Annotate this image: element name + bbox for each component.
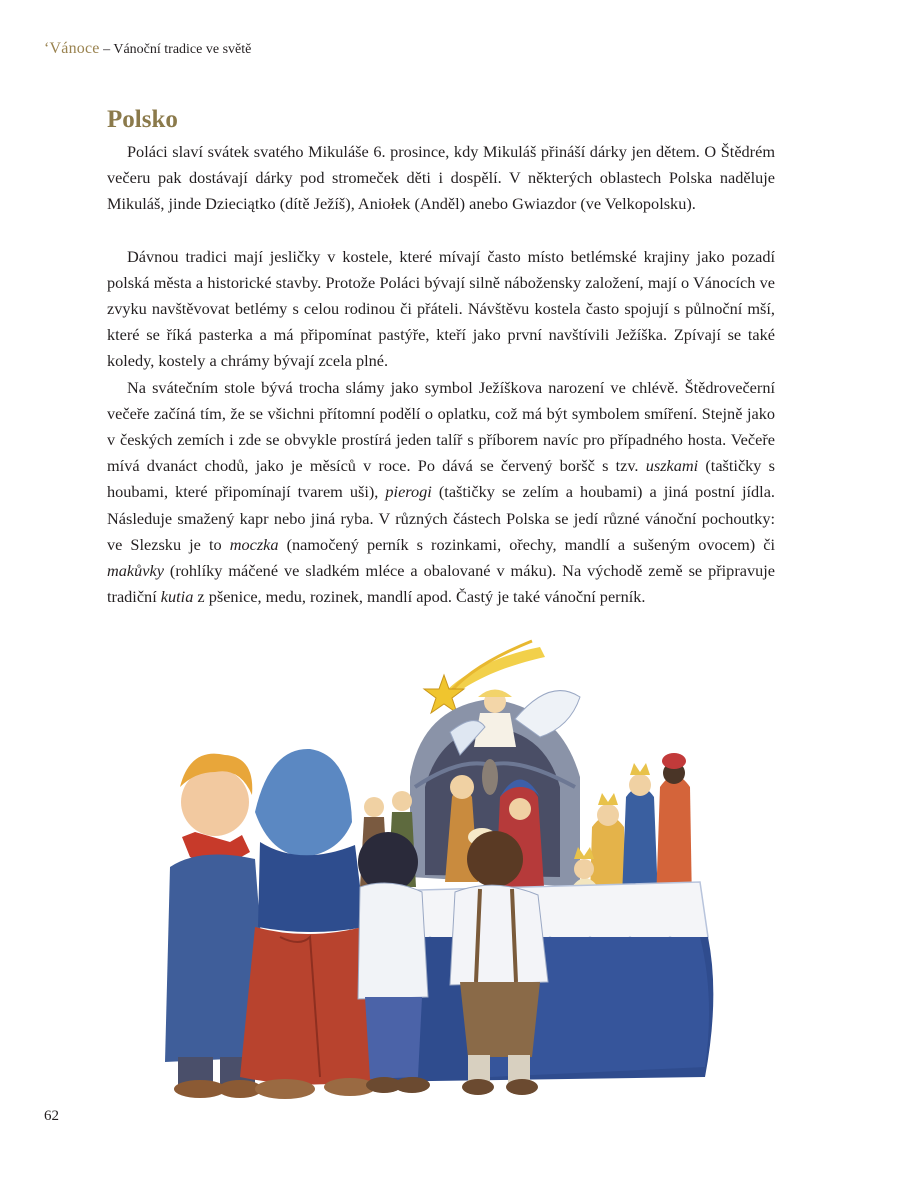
paragraph-christmas-eve [107,375,775,611]
paragraph-nativity: Dávnou tradici mají jesličky v kostele, které mívají často místo betlémské krajiny jako pozadí polská města a historické stavby. Protože Poláci bývají silně nábožensky založení, mají o Vánocích ve zvyku navštěvovat betlémy s celou rodinou či přáteli. Návštěvu kostela často spojují s půlnoční mší, které se říká pasterka a má připomínat pastýře, kteří jako první navštívili Ježíška. Zpívají se také koledy, kostely a chrámy bývají zcela plné. [107,246,775,371]
text-run: Na svátečním stole bývá trocha slámy jako symbol Ježíškova narození ve chlévě. Štědrovečerní večeře začíná tím, že se všichni přítomní podělí o oplatku, což má být symbolem smíření. Stejně jako v českých zemích i zde se obvykle prostírá jeden talíř s příborem navíc pro případného hosta. Večeře mívá dvanáct chodů, jako je měsíců v roce. Po dává se červený boršč s tzv. [107,377,775,476]
body-text [107,139,775,610]
dish-term: makůvky [107,561,164,581]
running-header [44,40,251,58]
text-run: (rohlíky máčené ve sladkém mléce a obalované v máku). Na východě země se připravuje tradiční [107,561,775,607]
running-header-subtitle: Vánoční tradice ve světě [113,42,252,57]
text-run: (taštičky s houbami, které připomínají tvarem uši), [107,456,775,502]
text-run: (taštičky se zelím a houbami) a jiná postní jídla. Následuje smažený kapr nebo jiná ryba. V různých částech Polska se jedí různé vánoční pochoutky: ve Slezsku je to [107,482,775,554]
dish-term: moczka [229,534,279,554]
section-title: Polsko [107,106,178,133]
running-header-separator: – [99,42,114,57]
dish-term: kutia [160,587,194,607]
paragraph-intro: Poláci slaví svátek svatého Mikuláše 6. prosince, kdy Mikuláš přináší dárky jen dětem. O Štědrém večeru pak dostávají dárky pod stromeček děti i dospělí. V některých oblastech Polska naděluje Mikuláš, jinde Dzieciątko (dítě Ježíš), Aniołek (Anděl) anebo Gwiazdor (ve Velkopolsku). [107,142,775,214]
running-header-brand: ‘Vánoce [44,40,100,57]
nativity-illustration [160,637,720,1107]
dish-term: uszkami [645,456,699,476]
text-run: z pšenice, medu, rozinek, mandlí apod. Častý je také vánoční perník. [193,587,646,607]
dish-term: pierogi [385,482,432,502]
page-number: 62 [44,1108,59,1124]
text-run: (namočený perník s rozinkami, ořechy, mandlí a sušeným ovocem) či [278,534,775,554]
